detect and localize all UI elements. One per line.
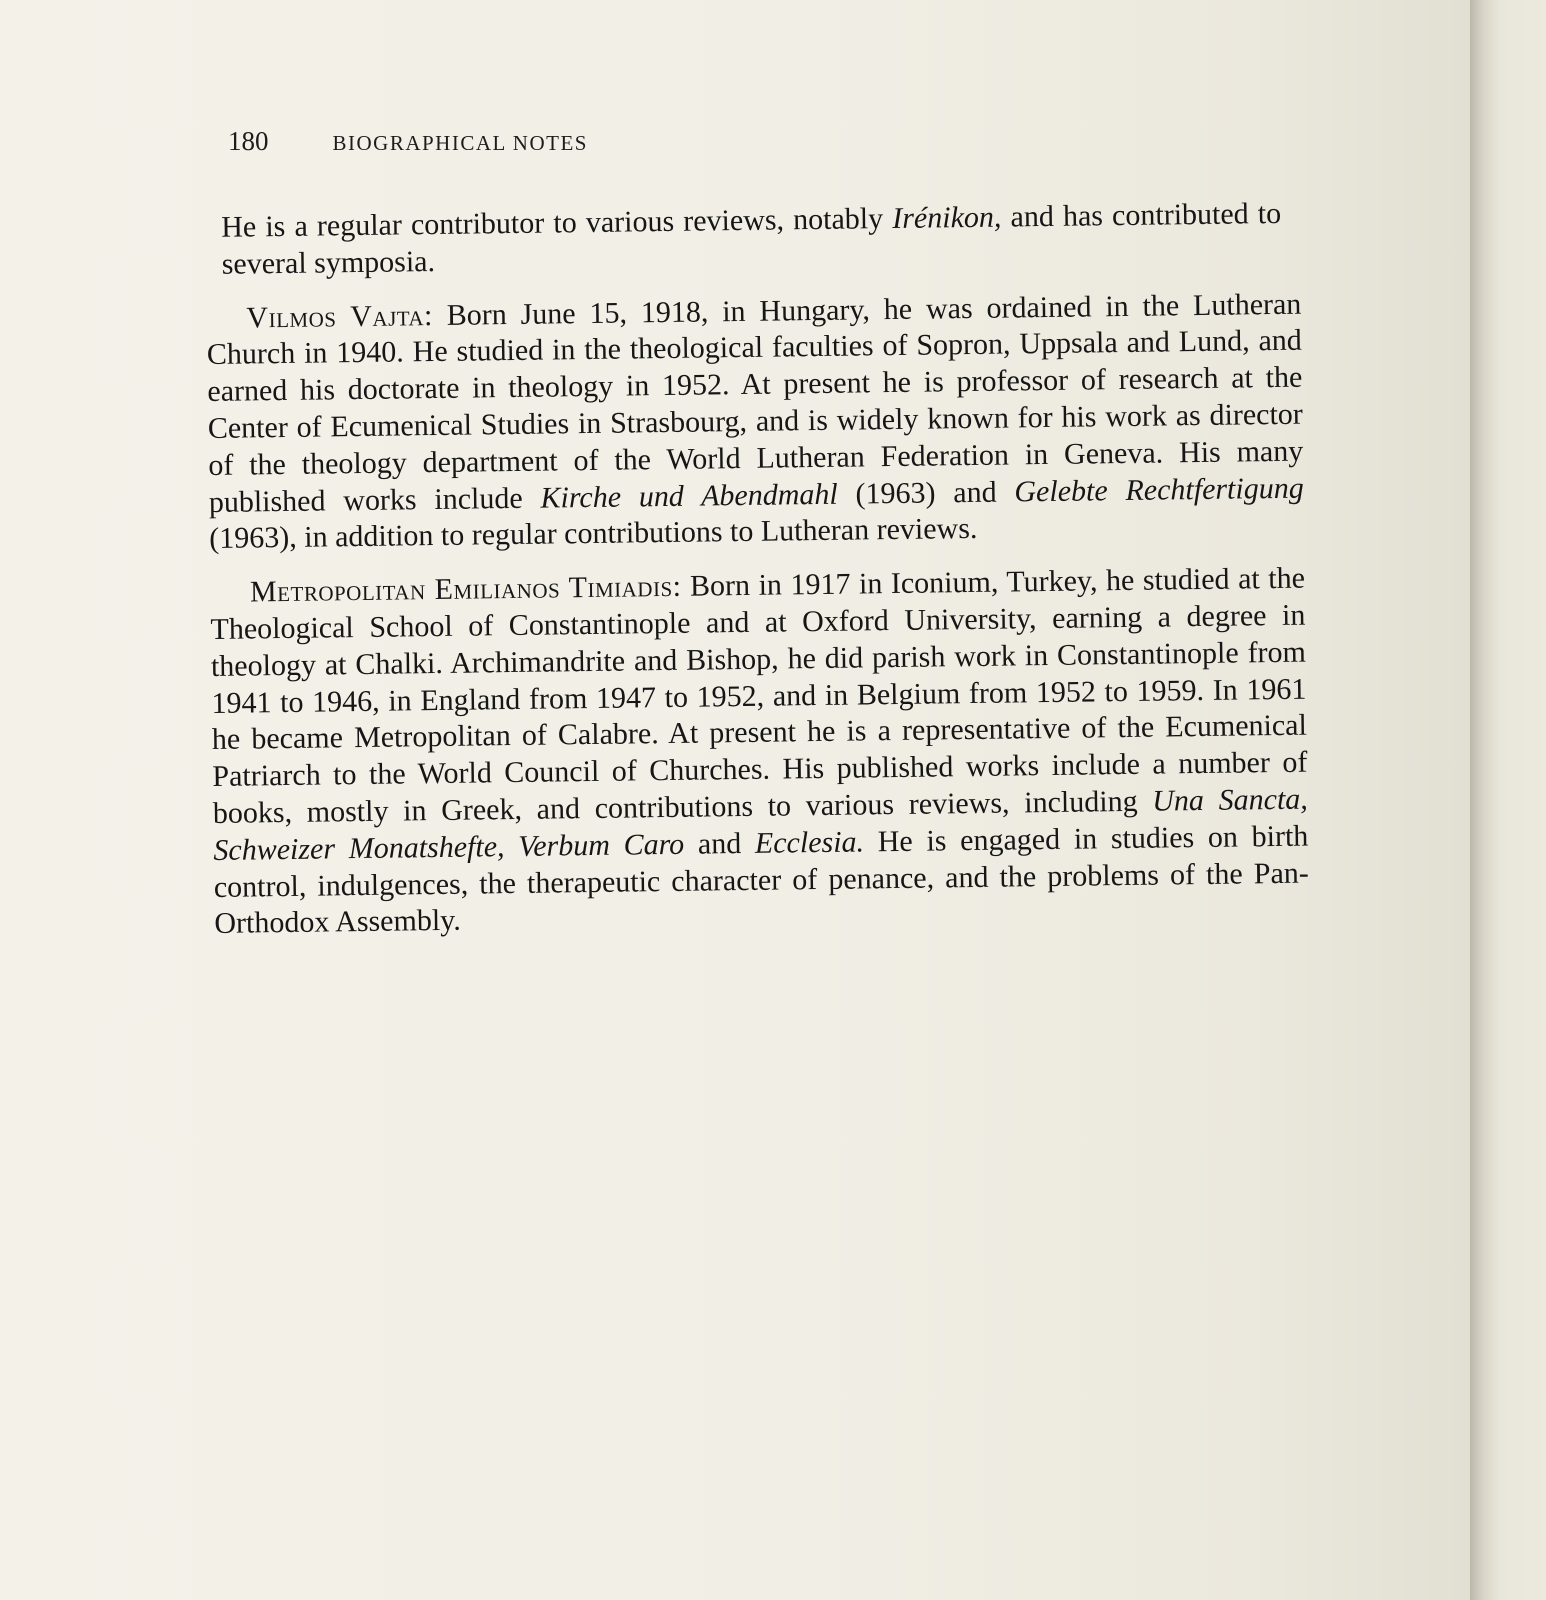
page-number: 180: [228, 126, 269, 156]
paragraph-text: and has contributed to several symposia.: [221, 196, 1282, 281]
italic-title: Gelebte Rechtfertigung: [1014, 471, 1304, 509]
paragraph-text: He is a regular contributor to various reviews, notably: [221, 202, 893, 244]
italic-title: Irénikon,: [892, 200, 1002, 236]
bio-emilianos-timiadis: [210, 561, 1310, 943]
italic-title: Kirche und Abendmahl: [540, 477, 838, 515]
paragraph-text: (1963), in addition to regular contributions to Lutheran reviews.: [209, 512, 978, 556]
italic-title: Ecclesia.: [754, 825, 865, 860]
paragraph-text: Born in 1917 in Iconium, Turkey, he studied at the Theological School of Constantinople and at Oxford University, earning a degree in theology at Chalki. Archimandrite and Bishop, he did parish work in Constantinople from 1941 to 1946, in England from 1947 to 1952, and in Belgium from 1952 to 1959. In 1961 he became Metropolitan of Calabre. At present he is a representative of the Ecumenical Patriarch to the World Council of Churches. His published works include a number of books, mostly in Greek, and contributions to various reviews, including: [210, 561, 1308, 830]
running-head: [228, 126, 588, 157]
bio-name: Metropolitan Emilianos Timiadis:: [249, 569, 682, 609]
paragraph-text: and: [683, 826, 756, 861]
paragraph-text: He is engaged in studies on birth control, indulgences, the therapeutic character of penance, and the problems of the Pan-Orthodox Assembly.: [213, 819, 1309, 941]
book-gutter: [1470, 0, 1546, 1600]
running-head-title: BIOGRAPHICAL NOTES: [332, 131, 588, 155]
paragraph-text: (1963) and: [837, 475, 1015, 511]
bio-name: Vilmos Vajta:: [246, 298, 434, 335]
body-text: [205, 196, 1310, 960]
paragraph-continuation: [221, 196, 1282, 283]
bio-vilmos-vajta: [206, 286, 1304, 558]
paragraph-text: Born June 15, 1918, in Hungary, he was ordained in the Lutheran Church in 1940. He studied in the theological faculties of Sopron, Uppsala and Lund, and earned his doctorate in theology in 1952. At present he is professor of research at the Center of Ecumenical Studies in Strasbourg, and is widely known for his work as director of the theology department of the World Lutheran Federation in Geneva. His many published works include: [206, 287, 1304, 519]
italic-title: Una Sancta, Schweizer Monatshefte, Verbum Caro: [213, 782, 1309, 867]
